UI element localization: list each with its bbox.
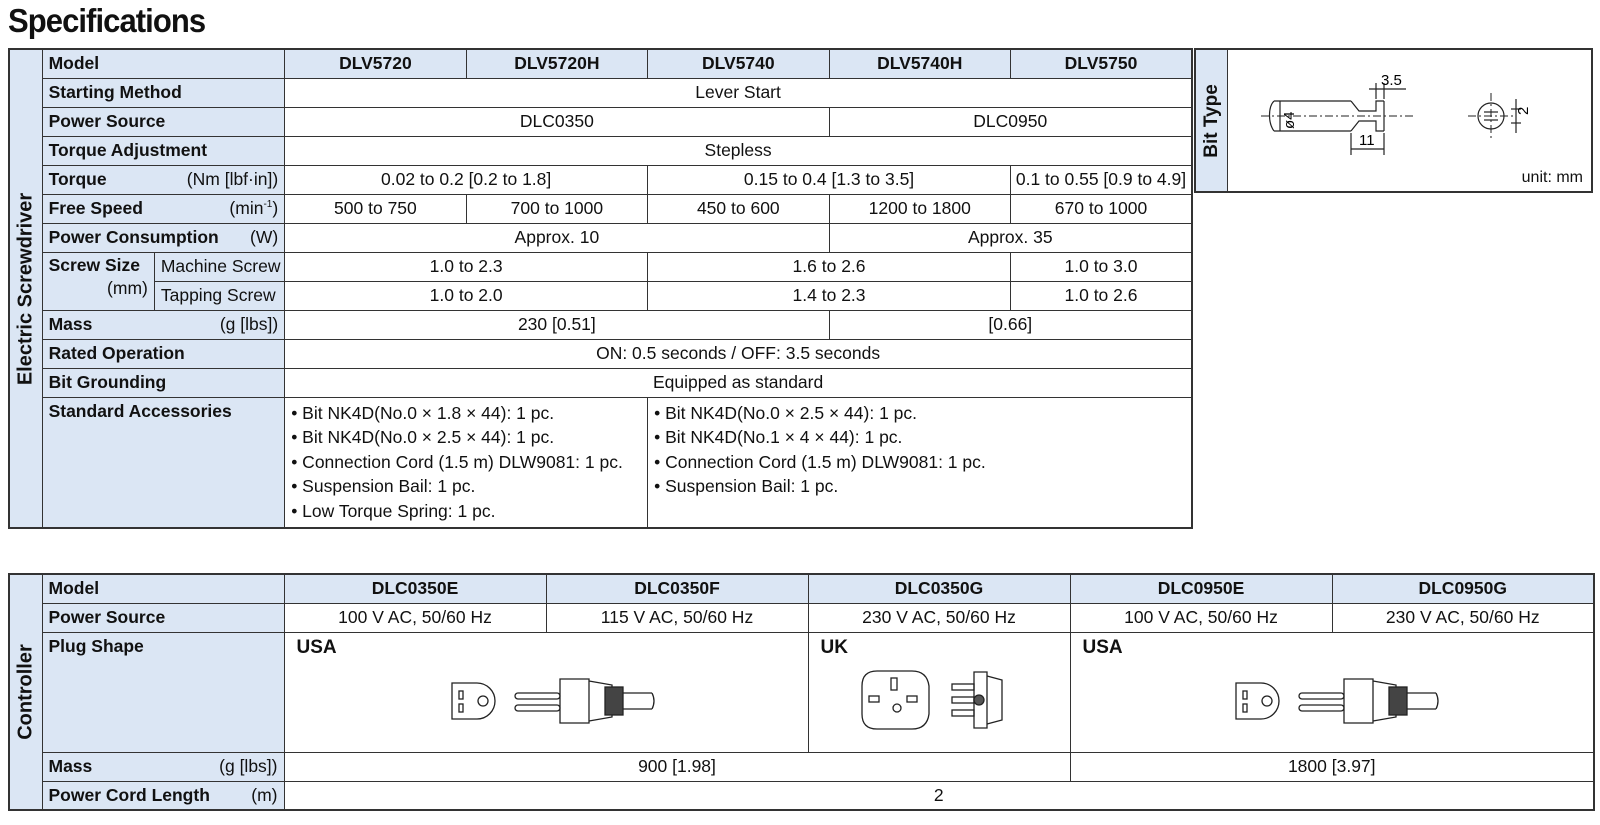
model-label: Model <box>42 574 284 603</box>
accessory-item: • Bit NK4D(No.0 × 2.5 × 44): 1 pc. <box>654 402 918 423</box>
accessory-item: • Connection Cord (1.5 m) DLW9081: 1 pc. <box>654 451 986 472</box>
rated-operation-value: ON: 0.5 seconds / OFF: 3.5 seconds <box>285 339 1192 368</box>
power-source-value: 115 V AC, 50/60 Hz <box>546 603 808 632</box>
bit-type-panel <box>1194 48 1593 193</box>
bit-grounding-label: Bit Grounding <box>42 368 285 397</box>
power-source-value: 100 V AC, 50/60 Hz <box>284 603 546 632</box>
plug-shape-uk <box>808 632 1070 752</box>
power-cord-length-value: 2 <box>284 781 1594 810</box>
power-source-value: 230 V AC, 50/60 Hz <box>1332 603 1594 632</box>
model-header: DLV5740H <box>829 49 1010 78</box>
mass-value: 230 [0.51] <box>285 310 829 339</box>
bit-type-side-label: Bit Type <box>1196 50 1228 191</box>
dim-3-5-label: 3.5 <box>1381 72 1402 89</box>
starting-method-value: Lever Start <box>285 78 1192 107</box>
power-cord-length-label: Power Cord Length (m) <box>42 781 284 810</box>
mass-value: 1800 [3.97] <box>1070 752 1594 781</box>
mass-value: 900 [1.98] <box>284 752 1070 781</box>
model-header: DLC0950G <box>1332 574 1594 603</box>
tapping-screw-label: Tapping Screw <box>154 281 284 310</box>
standard-accessories-group-1 <box>285 397 648 528</box>
plug-shape-usa-2 <box>1070 632 1594 752</box>
region-label: USA <box>296 636 337 658</box>
model-label: Model <box>42 49 285 78</box>
model-header: DLV5750 <box>1011 49 1193 78</box>
page-title: Specifications <box>8 2 206 39</box>
tapping-screw-value: 1.0 to 2.6 <box>1011 281 1193 310</box>
torque-value: 0.15 to 0.4 [1.3 to 3.5] <box>648 165 1011 194</box>
model-header: DLC0350F <box>546 574 808 603</box>
accessory-item: • Suspension Bail: 1 pc. <box>654 476 839 496</box>
power-source-label: Power Source <box>42 603 284 632</box>
rated-operation-label: Rated Operation <box>42 339 285 368</box>
accessory-item: • Bit NK4D(No.1 × 4 × 44): 1 pc. <box>654 427 903 447</box>
free-speed-value: 1200 to 1800 <box>829 194 1010 223</box>
torque-label: Torque (Nm [lbf·in]) <box>42 165 285 194</box>
model-header: DLC0950E <box>1070 574 1332 603</box>
region-label: UK <box>820 636 848 658</box>
uk-plug-icon <box>857 666 1007 734</box>
accessory-item: • Connection Cord (1.5 m) DLW9081: 1 pc. <box>291 451 623 472</box>
power-consumption-label: Power Consumption (W) <box>42 223 285 252</box>
electric-screwdriver-side-label: Electric Screwdriver <box>9 49 42 528</box>
controller-side-label: Controller <box>9 574 42 810</box>
mass-value: [0.66] <box>829 310 1192 339</box>
machine-screw-value: 1.0 to 2.3 <box>285 252 648 281</box>
unit-label: unit: mm <box>1521 169 1583 186</box>
usa-plug-icon <box>447 671 657 731</box>
machine-screw-label: Machine Screw <box>154 252 284 281</box>
tapping-screw-value: 1.4 to 2.3 <box>648 281 1011 310</box>
dim-diameter-label: ø4 <box>1281 111 1298 129</box>
model-header: DLC0350E <box>284 574 546 603</box>
power-source-value: DLC0350 <box>285 107 829 136</box>
mass-label: Mass (g [lbs]) <box>42 310 285 339</box>
dim-11-label: 11 <box>1359 132 1375 149</box>
screw-size-label: Screw Size (mm) <box>42 252 154 310</box>
torque-value: 0.1 to 0.55 [0.9 to 4.9] <box>1011 165 1193 194</box>
usa-plug-icon <box>1231 671 1441 731</box>
power-source-label: Power Source <box>42 107 285 136</box>
standard-accessories-group-2 <box>648 397 1192 528</box>
plug-shape-usa <box>284 632 808 752</box>
power-source-value: 100 V AC, 50/60 Hz <box>1070 603 1332 632</box>
region-label: USA <box>1082 636 1123 658</box>
torque-adjustment-value: Stepless <box>285 136 1192 165</box>
machine-screw-value: 1.6 to 2.6 <box>648 252 1011 281</box>
power-consumption-value: Approx. 35 <box>829 223 1192 252</box>
power-source-value: 230 V AC, 50/60 Hz <box>808 603 1070 632</box>
power-consumption-value: Approx. 10 <box>285 223 829 252</box>
bit-dimension-drawing <box>1256 65 1556 175</box>
tapping-screw-value: 1.0 to 2.0 <box>285 281 648 310</box>
standard-accessories-label: Standard Accessories <box>42 397 285 528</box>
accessory-item: • Suspension Bail: 1 pc. <box>291 476 476 496</box>
model-header: DLV5720 <box>285 49 466 78</box>
torque-value: 0.02 to 0.2 [0.2 to 1.8] <box>285 165 648 194</box>
model-header: DLC0350G <box>808 574 1070 603</box>
dim-2-label: 2 <box>1515 106 1532 115</box>
free-speed-value: 670 to 1000 <box>1011 194 1193 223</box>
machine-screw-value: 1.0 to 3.0 <box>1011 252 1193 281</box>
free-speed-value: 450 to 600 <box>648 194 829 223</box>
mass-label: Mass (g [lbs]) <box>42 752 284 781</box>
accessory-item: • Bit NK4D(No.0 × 1.8 × 44): 1 pc. <box>291 402 555 423</box>
accessory-item: • Bit NK4D(No.0 × 2.5 × 44): 1 pc. <box>291 427 555 447</box>
torque-adjustment-label: Torque Adjustment <box>42 136 285 165</box>
bit-grounding-value: Equipped as standard <box>285 368 1192 397</box>
model-header: DLV5740 <box>648 49 829 78</box>
screwdriver-spec-table <box>8 48 1193 529</box>
plug-shape-label: Plug Shape <box>42 632 284 752</box>
model-header: DLV5720H <box>466 49 647 78</box>
free-speed-value: 700 to 1000 <box>466 194 647 223</box>
accessory-item: • Low Torque Spring: 1 pc. <box>291 500 496 521</box>
starting-method-label: Starting Method <box>42 78 285 107</box>
free-speed-label: Free Speed $(\min^{-1})$ <box>42 194 285 223</box>
power-source-value: DLC0950 <box>829 107 1192 136</box>
controller-spec-table <box>8 573 1595 811</box>
free-speed-value: 500 to 750 <box>285 194 466 223</box>
